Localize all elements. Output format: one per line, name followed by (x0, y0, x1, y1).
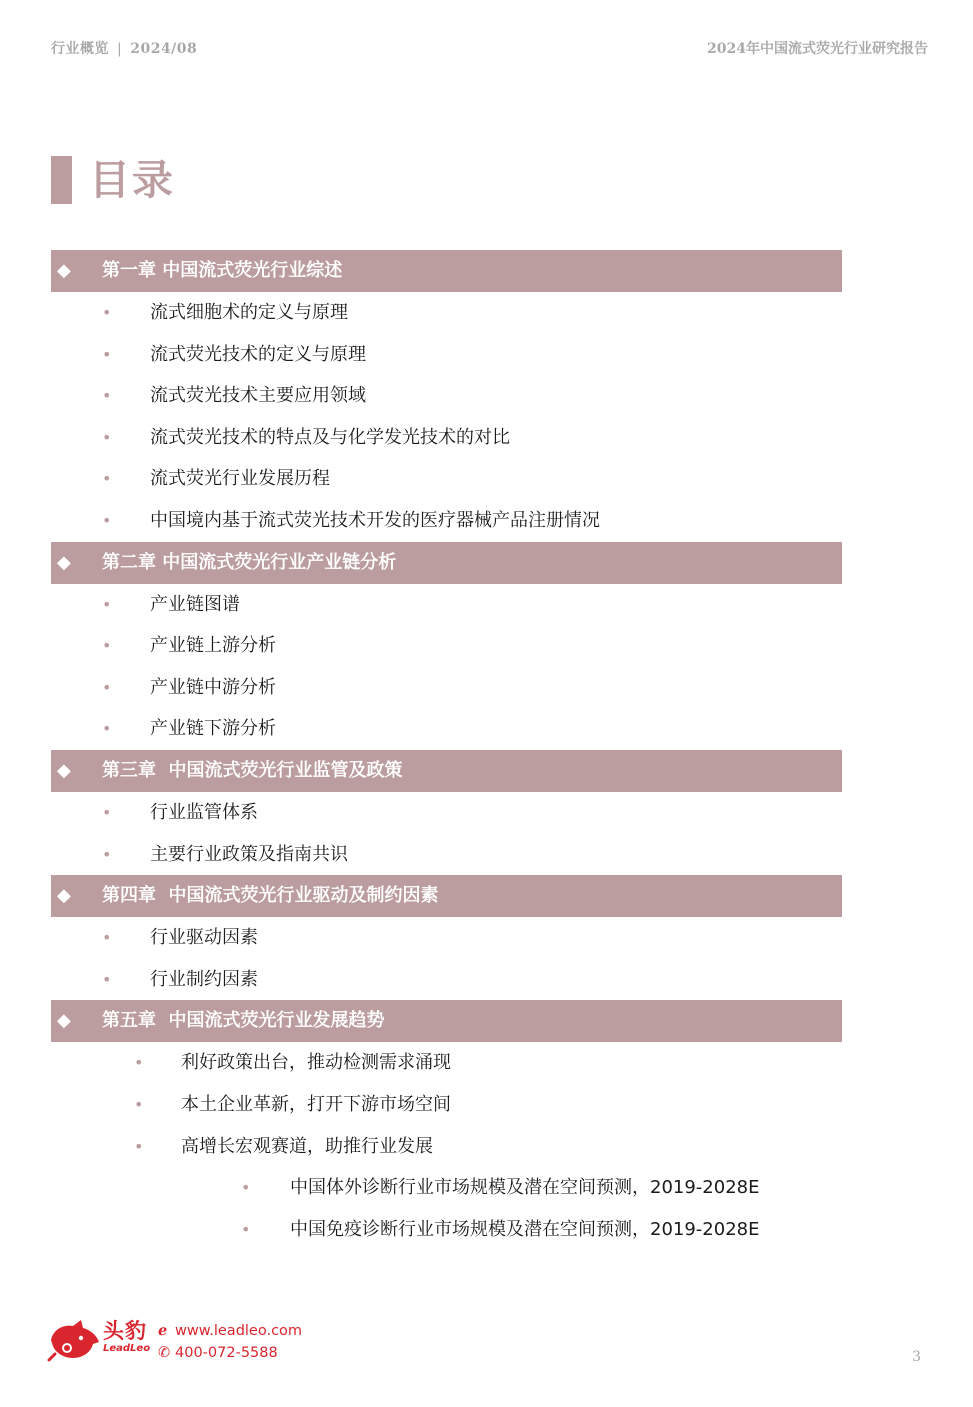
toc-item[interactable] (51, 834, 842, 876)
bullet-dot-icon: • (102, 928, 112, 948)
toc-subitem[interactable] (51, 1167, 842, 1209)
diamond-bullet-icon: ◆ (57, 885, 71, 907)
chapter-1-heading[interactable] (51, 250, 842, 292)
toc-item-label: 中国境内基于流式荧光技术开发的医疗器械产品注册情况 (150, 509, 600, 531)
toc-item-label: 流式细胞术的定义与原理 (150, 302, 348, 323)
toc-item-label: 高增长宏观赛道，助推行业发展 (181, 1135, 433, 1157)
toc-item[interactable] (51, 667, 842, 709)
toc-item-label: 流式荧光技术主要应用领域 (150, 385, 366, 407)
toc-item-label: 行业驱动因素 (150, 927, 258, 949)
toc-item-label: 行业监管体系 (150, 801, 258, 823)
toc-item-label: 利好政策出台，推动检测需求涌现 (181, 1052, 451, 1074)
bullet-dot-icon: • (102, 303, 112, 322)
bullet-dot-icon: • (102, 594, 112, 614)
toc-item-label: 产业链中游分析 (150, 676, 276, 698)
toc-item[interactable] (51, 500, 842, 542)
toc-item-label: 流式荧光技术的特点及与化学发光技术的对比 (150, 426, 510, 448)
header-section: 行业概览 (51, 41, 109, 57)
title-accent-bar (51, 156, 72, 204)
toc-item[interactable] (51, 708, 842, 750)
toc-subitem-label: 中国免疫诊断行业市场规模及潜在空间预测，2019-2028E (290, 1218, 760, 1240)
toc-item[interactable] (51, 1042, 842, 1084)
bullet-dot-icon: • (102, 469, 112, 489)
diamond-bullet-icon: ◆ (57, 551, 71, 573)
toc-item[interactable] (51, 375, 842, 417)
bullet-dot-icon: • (102, 969, 112, 989)
toc-item[interactable] (51, 458, 842, 500)
diamond-bullet-icon: ◆ (57, 1010, 71, 1032)
bullet-dot-icon: • (102, 719, 112, 739)
toc-item[interactable] (51, 292, 842, 334)
web-e-icon: ℯ (158, 1323, 168, 1339)
brand-name-cn: 头豹 (103, 1319, 147, 1343)
diamond-bullet-icon: ◆ (57, 260, 71, 281)
diamond-bullet-icon: ◆ (57, 759, 71, 781)
toc-item-label: 流式荧光技术的定义与原理 (150, 343, 366, 365)
toc-item-label: 本土企业革新，打开下游市场空间 (181, 1093, 451, 1115)
toc-item-label: 产业链上游分析 (150, 635, 276, 657)
header-separator: | (117, 41, 123, 57)
toc-subitem[interactable] (51, 1209, 842, 1251)
chapter-3-label: 第三章 中国流式荧光行业监管及政策 (102, 759, 403, 781)
toc-item-label: 主要行业政策及指南共识 (150, 843, 348, 865)
page-title: 目录 (89, 156, 175, 204)
brand-logo-text (103, 1319, 150, 1355)
phone-icon: ✆ (158, 1345, 171, 1361)
bullet-dot-icon: • (102, 386, 112, 406)
chapter-4-heading[interactable] (51, 875, 842, 917)
bullet-dot-icon: • (134, 1136, 144, 1156)
phone-number: 400-072-5588 (175, 1345, 278, 1361)
bullet-dot-icon: • (102, 802, 112, 822)
header-date: 2024/08 (130, 41, 198, 57)
chapter-4-label: 第四章 中国流式荧光行业驱动及制约因素 (102, 885, 439, 907)
bullet-dot-icon: • (241, 1219, 251, 1239)
toc-item[interactable] (51, 417, 842, 459)
toc-item[interactable] (51, 334, 842, 376)
contact-info (158, 1320, 302, 1364)
chapter-1-label: 第一章 中国流式荧光行业综述 (102, 260, 343, 281)
chapter-5-heading[interactable] (51, 1000, 842, 1042)
toc-item-label: 产业链下游分析 (150, 718, 276, 740)
bullet-dot-icon: • (102, 344, 112, 364)
header-report-title: 2024年中国流式荧光行业研究报告 (707, 41, 928, 57)
toc-item[interactable] (51, 1126, 842, 1168)
bullet-dot-icon: • (102, 636, 112, 656)
bullet-dot-icon: • (102, 844, 112, 864)
bullet-dot-icon: • (134, 1053, 144, 1073)
table-of-contents (51, 250, 842, 1250)
toc-item-label: 行业制约因素 (150, 968, 258, 990)
header-left (51, 38, 197, 58)
brand-name-en: LeadLeo (103, 1343, 151, 1354)
toc-item[interactable] (51, 584, 842, 626)
toc-item[interactable] (51, 792, 842, 834)
toc-item-label: 流式荧光行业发展历程 (150, 468, 330, 490)
bullet-dot-icon: • (102, 427, 112, 447)
chapter-3-heading[interactable] (51, 750, 842, 792)
toc-item[interactable] (51, 1084, 842, 1126)
toc-subitem-label: 中国体外诊断行业市场规模及潜在空间预测，2019-2028E (290, 1177, 760, 1199)
bullet-dot-icon: • (134, 1094, 144, 1114)
toc-item[interactable] (51, 959, 842, 1001)
toc-item[interactable] (51, 917, 842, 959)
page-number: 3 (912, 1349, 921, 1365)
leadleo-leopard-logo-icon (47, 1318, 101, 1362)
chapter-5-label: 第五章 中国流式荧光行业发展趋势 (102, 1010, 385, 1032)
chapter-2-label: 第二章 中国流式荧光行业产业链分析 (102, 551, 397, 573)
bullet-dot-icon: • (241, 1178, 251, 1198)
toc-item[interactable] (51, 625, 842, 667)
toc-item-label: 产业链图谱 (150, 593, 240, 615)
chapter-2-heading[interactable] (51, 542, 842, 584)
bullet-dot-icon: • (102, 510, 112, 530)
bullet-dot-icon: • (102, 677, 112, 697)
website-link[interactable]: www.leadleo.com (175, 1323, 303, 1339)
